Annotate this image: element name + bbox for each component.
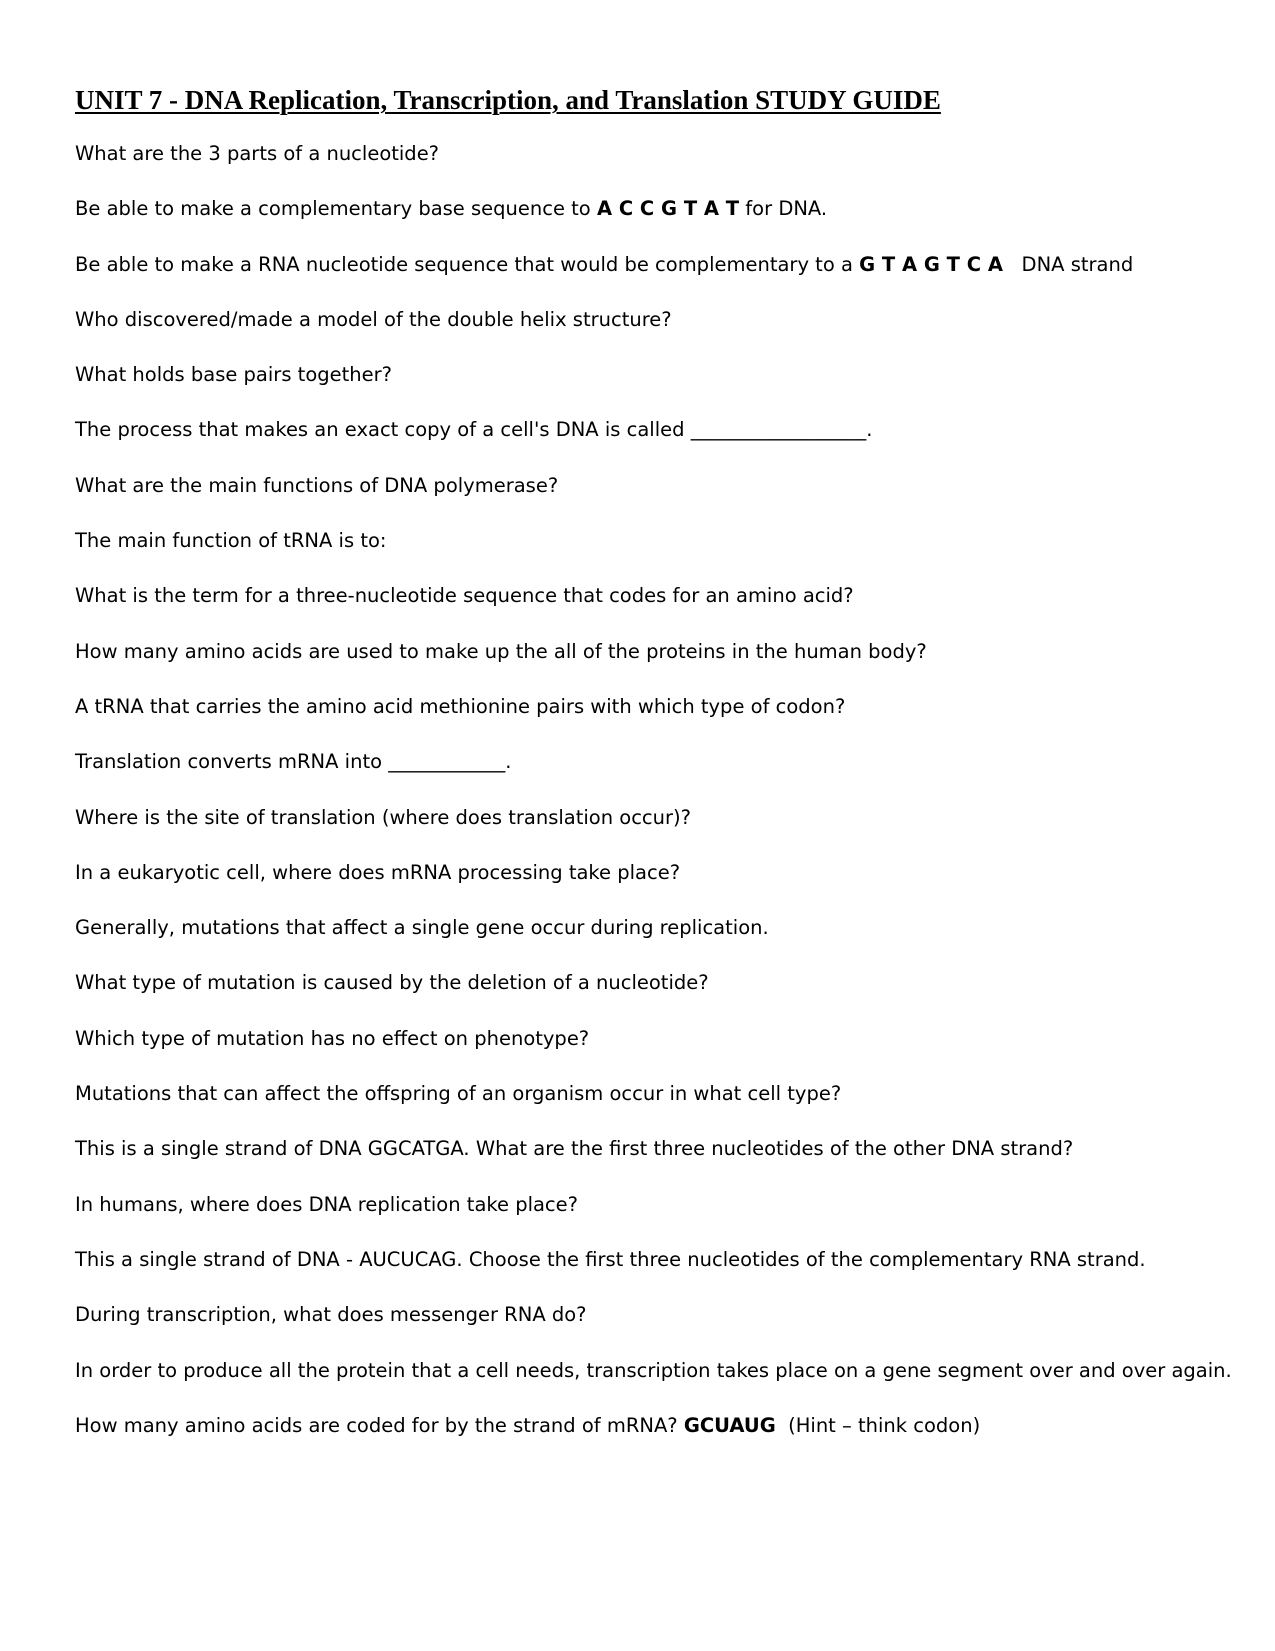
question-19: This is a single strand of DNA GGCATGA. What are the first three nucleotides of the other DNA strand? (75, 1137, 1074, 1161)
question-21: This a single strand of DNA - AUCUCAG. Choose the first three nucleotides of the complementary RNA strand. (75, 1247, 1146, 1271)
question-13: Where is the site of translation (where does translation occur)? (75, 805, 691, 829)
question-1: What are the 3 parts of a nucleotide? (75, 142, 440, 165)
question-2-suffix: for DNA. (739, 197, 828, 221)
page-title: UNIT 7 - DNA Replication, Transcription, and Translation STUDY GUIDE (75, 85, 941, 115)
question-8: The main function of tRNA is to: (75, 529, 387, 553)
question-22: During transcription, what does messenger RNA do? (75, 1303, 587, 1327)
question-24 (75, 1412, 1255, 1467)
question-9: What is the term for a three-nucleotide sequence that codes for an amino acid? (75, 584, 854, 608)
question-11: A tRNA that carries the amino acid methionine pairs with which type of codon? (75, 694, 846, 718)
question-3-prefix: Be able to make a RNA nucleotide sequence that would be complementary to a (75, 252, 860, 276)
question-12: Translation converts mRNA into ____________. (75, 750, 512, 774)
question-2-prefix: Be able to make a complementary base sequence to (75, 197, 597, 221)
question-15: Generally, mutations that affect a single gene occur during replication. (75, 916, 769, 940)
question-list (75, 140, 1255, 1467)
question-6: The process that makes an exact copy of a cell's DNA is called __________________. (75, 418, 873, 442)
question-16: What type of mutation is caused by the deletion of a nucleotide? (75, 971, 709, 995)
question-4: Who discovered/made a model of the double helix structure? (75, 307, 672, 331)
question-24-prefix: How many amino acids are coded for by the strand of mRNA? (75, 1413, 684, 1437)
question-3-suffix: DNA strand (1002, 252, 1134, 276)
question-7: What are the main functions of DNA polymerase? (75, 473, 559, 497)
question-18: Mutations that can affect the offspring of an organism occur in what cell type? (75, 1082, 842, 1106)
dna-sequence: A C C G T A T (596, 197, 740, 221)
question-3 (75, 251, 1255, 306)
question-24-suffix: (Hint – think codon) (775, 1413, 981, 1437)
question-23: In order to produce all the protein that a cell needs, transcription takes place on a gene segment over and over again. (75, 1358, 1232, 1382)
question-14: In a eukaryotic cell, where does mRNA processing take place? (75, 860, 681, 884)
dna-strand-sequence: G T A G T C A (859, 252, 1003, 276)
mrna-sequence: GCUAUG (683, 1413, 776, 1437)
question-2 (75, 195, 1255, 250)
question-17: Which type of mutation has no effect on phenotype? (75, 1026, 590, 1050)
question-5: What holds base pairs together? (75, 363, 392, 387)
question-20: In humans, where does DNA replication take place? (75, 1192, 579, 1216)
question-10: How many amino acids are used to make up the all of the proteins in the human body? (75, 639, 927, 663)
